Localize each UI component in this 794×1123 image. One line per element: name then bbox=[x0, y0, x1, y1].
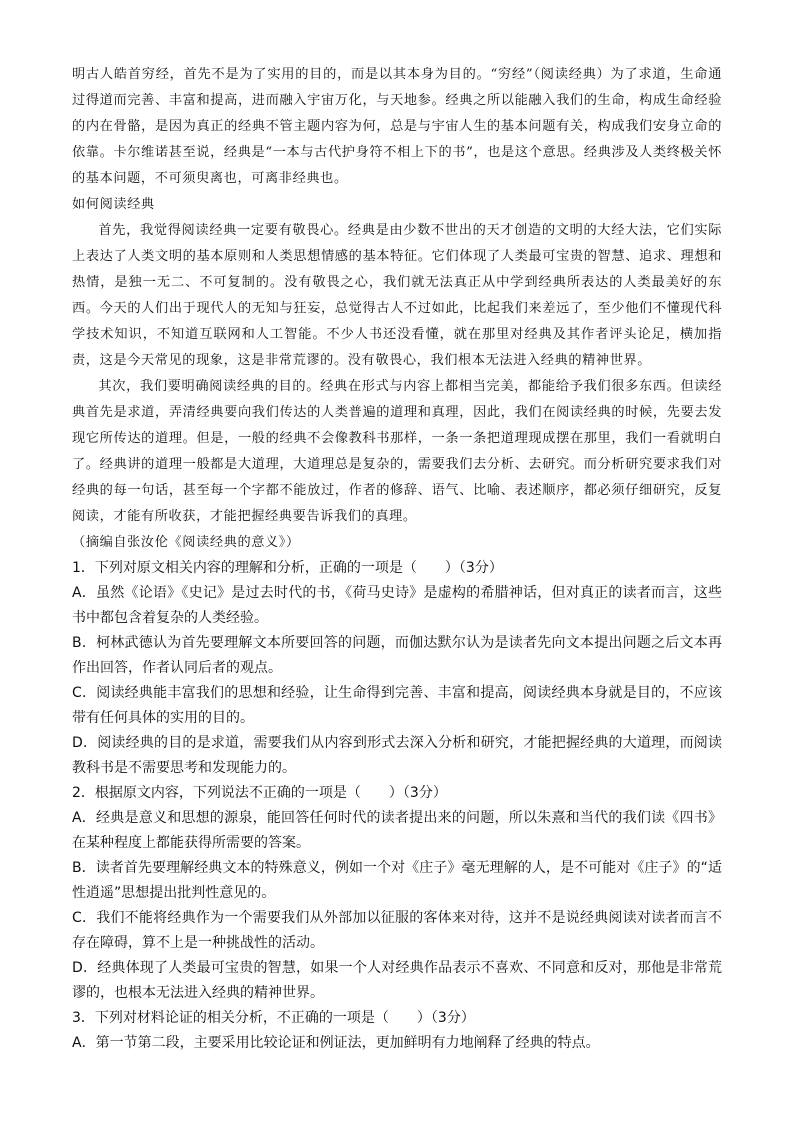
question-list bbox=[72, 556, 722, 1056]
option-a: A．虽然《论语》《史记》是过去时代的书，《荷马史诗》是虚构的希腊神话，但对真正的读者而言，这些书中都包含着复杂的人类经验。 bbox=[72, 585, 722, 626]
passage-source: （摘编自张汝伦《阅读经典的意义》） bbox=[72, 535, 300, 550]
question-1 bbox=[72, 556, 722, 781]
exam-page bbox=[72, 62, 722, 1056]
section-title: 如何阅读经典 bbox=[72, 197, 155, 212]
question-2 bbox=[72, 781, 722, 1006]
option-c: C．我们不能将经典作为一个需要我们从外部加以征服的客体来对待，这并不是说经典阅读对读者而言不存在障碍，算不上是一种挑战性的活动。 bbox=[72, 910, 722, 951]
option-c: C．阅读经典能丰富我们的思想和经验，让生命得到完善、丰富和提高，阅读经典本身就是目的，不应该带有任何具体的实用的目的。 bbox=[72, 685, 722, 726]
question-stem: 1．下列对原文相关内容的理解和分析，正确的一项是（ ）（3分） bbox=[72, 560, 503, 576]
option-b: B．柯林武德认为首先要理解文本所要回答的问题，而伽达默尔认为是读者先向文本提出问题之后文本再作出回答，作者认同后者的观点。 bbox=[72, 635, 722, 676]
question-3 bbox=[72, 1006, 722, 1056]
option-b: B．读者首先要理解经典文本的特殊意义，例如一个对《庄子》毫无理解的人，是不可能对《庄子》的“适性逍遥”思想提出批判性意见的。 bbox=[72, 860, 722, 901]
question-stem: 2．根据原文内容，下列说法不正确的一项是（ ）（3分） bbox=[72, 785, 447, 801]
option-d: D．经典体现了人类最可宝贵的智慧，如果一个人对经典作品表示不喜欢、不同意和反对，那他是非常荒谬的，也根本无法进入经典的精神世界。 bbox=[72, 960, 722, 1001]
passage-paragraph-1: 首先，我觉得阅读经典一定要有敬畏心。经典是由少数不世出的天才创造的文明的大经大法，它们实际上表达了人类文明的基本原则和人类思想情感的基本特征。它们体现了人类最可宝贵的智慧、追求、理想和热情，是独一无二、不可复制的。没有敬畏之心，我们就无法真正从中学到经典所表达的人类最美好的东西。今天的人们出于现代人的无知与狂妄，总觉得古人不过如此，比起我们来差远了，至少他们不懂现代科学技术知识，不知道互联网和人工智能。不少人书还没看懂，就在那里对经典及其作者评头论足，横加指责，这是今天常见的现象，这是非常荒谬的。没有敬畏心，我们根本无法进入经典的精神世界。 bbox=[72, 223, 722, 368]
passage-paragraph-2: 其次，我们要明确阅读经典的目的。经典在形式与内容上都相当完美，都能给予我们很多东西。但读经典首先是求道，弄清经典要向我们传达的人类普遍的道理和真理，因此，我们在阅读经典的时候，先要去发现它所传达的道理。但是，一般的经典不会像教科书那样，一条一条把道理现成摆在那里，我们一看就明白了。经典讲的道理一般都是大道理，大道理总是复杂的，需要我们去分析、去研究。而分析研究要求我们对经典的每一句话，甚至每一个字都不能放过，作者的修辞、语气、比喻、表述顺序，都必须仔细研究，反复阅读，才能有所收获，才能把握经典要告诉我们的真理。 bbox=[72, 379, 722, 524]
option-a: A．第一节第二段，主要采用比较论证和例证法，更加鲜明有力地阐释了经典的特点。 bbox=[72, 1035, 600, 1051]
option-d: D．阅读经典的目的是求道，需要我们从内容到形式去深入分析和研究，才能把握经典的大道理，而阅读教科书是不需要思考和发现能力的。 bbox=[72, 735, 722, 776]
option-a: A．经典是意义和思想的源泉，能回答任何时代的读者提出来的问题，所以朱熹和当代的我们读《四书》在某种程度上都能获得所需要的答案。 bbox=[72, 810, 722, 851]
reading-passage bbox=[72, 62, 722, 556]
question-stem: 3．下列对材料论证的相关分析，不正确的一项是（ ）（3分） bbox=[72, 1010, 475, 1026]
passage-intro-paragraph: 明古人皓首穷经，首先不是为了实用的目的，而是以其本身为目的。“穷经”（阅读经典）为了求道，生命通过得道而完善、丰富和提高，进而融入宇宙万化，与天地参。经典之所以能融入我们的生命，构成生命经验的内在骨骼，是因为真正的经典不管主题内容为何，总是与宇宙人生的基本问题有关，构成我们安身立命的依靠。卡尔维诺甚至说，经典是“一本与古代护身符不相上下的书”，也是这个意思。经典涉及人类终极关怀的基本问题，不可须臾离也，可离非经典也。 bbox=[72, 67, 722, 186]
